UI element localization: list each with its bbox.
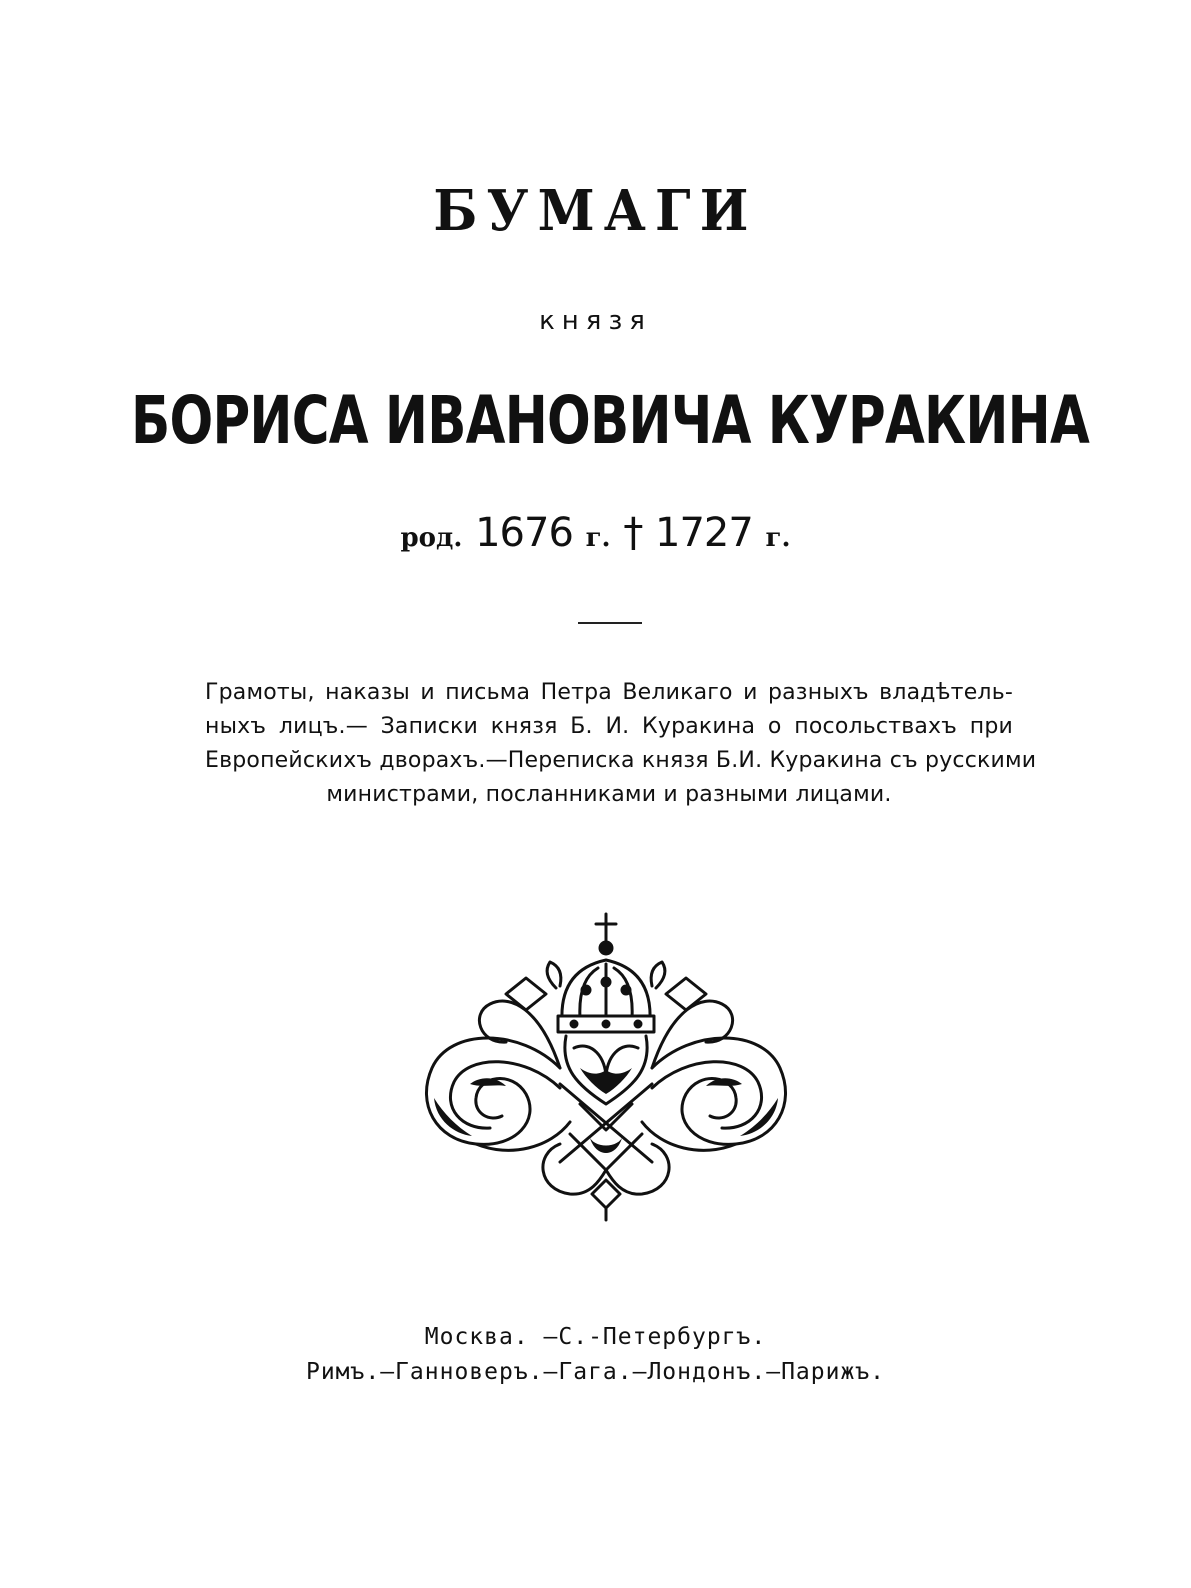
year-suffix: г. (765, 523, 791, 553)
description-line: Грамоты, наказы и письма Петра Великаго и разныхъ владѣтель- (205, 680, 1013, 705)
person-name: БОРИСА ИВАНОВИЧА КУРАКИНА (131, 382, 1090, 459)
contents-description (205, 676, 1037, 812)
died-year: 1727 (655, 510, 753, 556)
description-line: Европейскихъ дворахъ.—Переписка князя Б.И. Куракина съ русскими (205, 748, 1037, 773)
description-line: министрами, посланниками и разными лицами. (326, 782, 892, 807)
born-year: 1676 (475, 510, 573, 556)
publication-cities-line-1: Москва. —С.-Петербургъ. (424, 1324, 767, 1350)
born-prefix: род. (400, 523, 463, 553)
page-title: БУМАГИ (433, 178, 758, 244)
description-line: ныхъ лицъ.— Записки князя Б. И. Куракина о посольствахъ при (205, 714, 1013, 739)
publication-cities-line-2: Римъ.—Ганноверъ.—Гага.—Лондонъ.—Парижъ. (305, 1359, 886, 1385)
life-dates (0, 510, 1191, 556)
title-subtitle: князя (539, 306, 652, 336)
crown-knot-ornament-icon (410, 908, 820, 1228)
divider (578, 622, 642, 624)
year-suffix: г. (585, 523, 611, 553)
dagger-icon: † (623, 510, 643, 556)
